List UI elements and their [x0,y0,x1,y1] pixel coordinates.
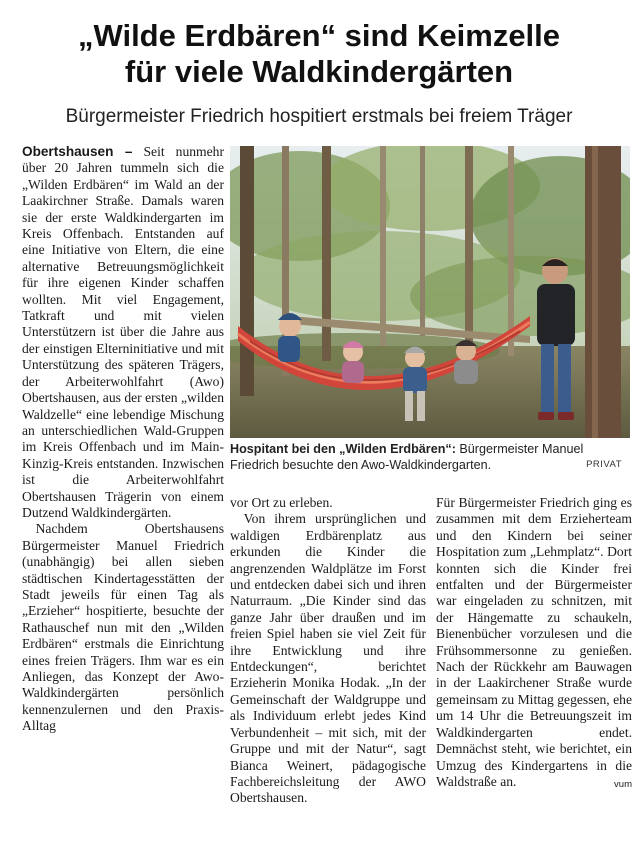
dateline: Obertshausen – [22,144,133,159]
headline [0,18,638,90]
author-initials: vum [614,778,632,790]
article-column-2 [230,495,426,807]
paragraph: Nachdem Obertshausens Bürgermeister Manuel Friedrich (unabhängig) bei allen sieben städtischen Kindertagesstätten der Stadt jeweils für einen Tag als „Erzieher“ hospitierte, besuchte der Rathauschef nun mit den „Wilden Erdbären“ erstmals die Einrichtung eines freien Trägers. Ihm war es ein Anliegen, das Konzept der Awo-Waldkindergärten persönlich kennenzulernen und den Praxis-Alltag [22,521,224,734]
paragraph [436,495,632,790]
headline-line-2: für viele Waldkindergärten [124,54,514,89]
paragraph: Von ihrem ursprünglichen und waldigen Erdbärenplatz aus erkunden die Kinder die angrenzenden Waldplätze im Forst und entdecken dabei sich und ihren Naturraum. „Die Kinder sind das ganze Jahr über draußen und im freien Spiel haben sie viel Zeit für ihre Entwicklung und ihre Entdeckungen“, berichtet Erzieherin Monika Hodak. „In der Gemeinschaft der Waldgruppe und als Individuum erlebt jedes Kind Verbundenheit – mit sich, mit der Gruppe und mit der Natur“, sagt Bianca Weinert, pädagogische Fachbereichsleitung der AWO Obertshausen. [230,511,426,806]
photo-credit: PRIVAT [586,459,622,470]
caption-head: Hospitant bei den „Wilden Erdbären“: [230,442,456,456]
paragraph [22,144,224,521]
caption-text: Bürgermeister Manuel Friedrich besuchte den Awo-Waldkindergarten. [230,442,584,472]
article-column-1 [22,144,224,735]
article-photo [230,146,630,438]
subheadline: Bürgermeister Friedrich hospitiert erstmals bei freiem Träger [65,106,573,127]
article-column-3 [436,495,632,793]
paragraph: vor Ort zu erleben. [230,495,333,510]
forest-hammock-illustration [230,146,630,438]
paragraph-text: Für Bürgermeister Friedrich ging es zusammen mit dem Erzieherteam und den Kindern bei seiner Hospitation zum „Lehmplatz“. Dort konnten sich die Kinder frei entfalten und der Bürgermeister war eingeladen zu schnitzen, mit der Hängematte zu schaukeln, Bienenbücher vorzulesen und die Frühsommersonne zu genießen. Nach der Rückkehr am Bauwagen in der Laakirchener Straße wurde gemeinsam zu Mittag gegessen, ehe um 14 Uhr die Betreuungszeit im Waldkindergarten endet. Demnächst steht, wie berichtet, ein Umzug des Kindergartens in die Waldstraße an. [436,495,632,789]
paragraph-text: Seit nunmehr über 20 Jahren tummeln sich die „Wilden Erdbären“ im Wald an der Laakirchner Straße. Damals waren sie der erste Waldkindergarten im Kreis Offenbach. Entstanden auf eine Initiative von Eltern, die eine alternative Betreuungsmöglichkeit für ihre eigenen Kinder schaffen wollten. Mit viel Engagement, Tatkraft und mit vielen Unterstützern ist über die Jahre aus der einstigen Elterninitiative und mit Unterstützung des späteren Trägers, der Arbeiterwohlfahrt (Awo) Obertshausen, aus der ersten „wilden Waldzelle“ eine lebendige Mischung an unterschiedlichen Wald-Gruppen im Kreis Offenbach und im Main-Kinzig-Kreis entstanden. Inzwischen ist die Arbeiterwohlfahrt Obertshausen Trägerin von einem Dutzend Waldkindergärten. [22,144,224,520]
headline-line-1: „Wilde Erdbären“ sind Keimzelle [77,18,561,53]
photo-caption [230,441,630,473]
